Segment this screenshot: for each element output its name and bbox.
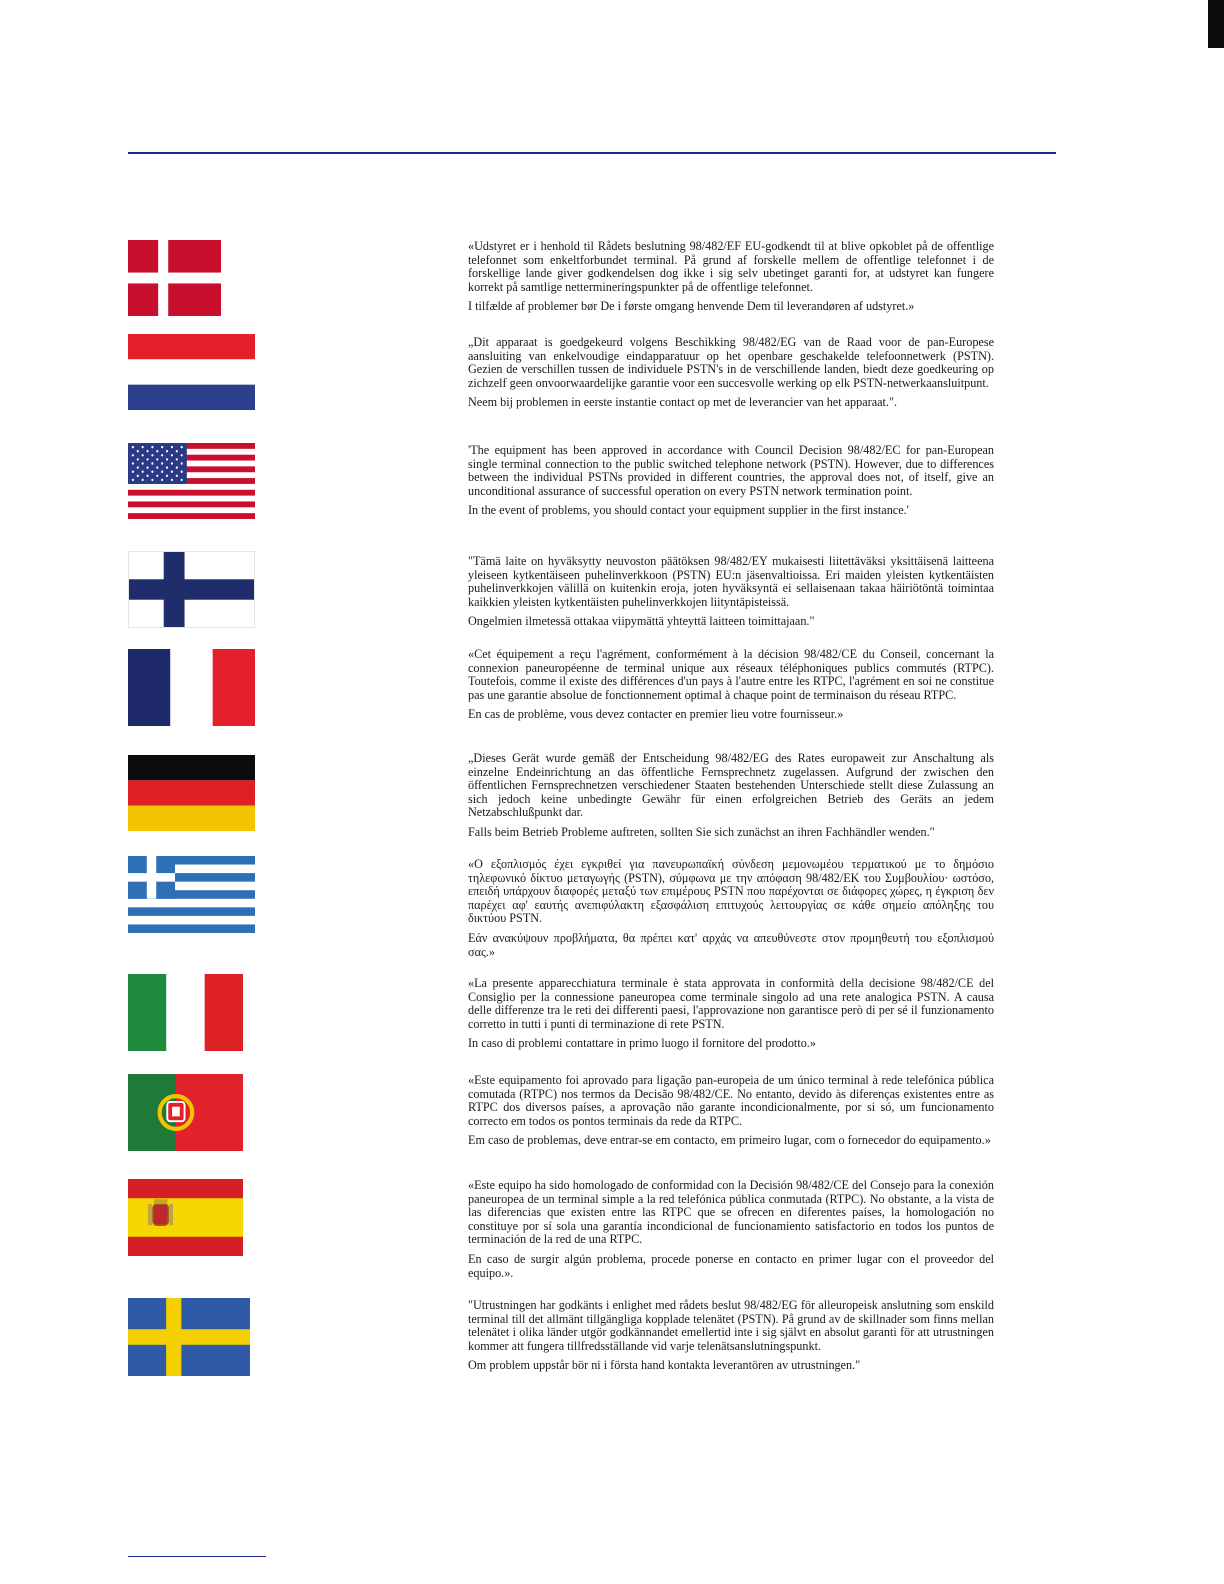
- notice-italian: [468, 977, 994, 1051]
- star-icon: [166, 458, 168, 460]
- page-edge-tab: [1208, 0, 1224, 48]
- star-icon: [137, 466, 139, 468]
- notice-contact-paragraph: In the event of problems, you should contact your equipment supplier in the first instance.': [468, 503, 909, 518]
- star-icon: [166, 475, 168, 477]
- star-icon: [151, 446, 153, 448]
- star-icon: [156, 450, 158, 452]
- star-icon: [161, 446, 163, 448]
- footer-rule: [128, 1556, 266, 1557]
- star-icon: [151, 471, 153, 473]
- germany-flag-icon: [128, 755, 255, 831]
- notice-portuguese: [468, 1074, 994, 1148]
- sweden-flag-icon: [128, 1298, 250, 1376]
- notice-paragraph: „Dieses Gerät wurde gemäß der Entscheidung 98/482/EG des Rates europaweit zur Anschaltung als einzelne Endeinrichtung an das öffentliche Fernsprechnetz zugelassen. Aufgrund der zwischen den öffentlichen Fernsprechnetzen verschiedener Staaten bestehenden Unterschiede stellt diese Zulassung an sich jedoch keine unbedingte Gewähr für einen erfolgreichen Betrieb des Geräts an jedem Netzabschlußpunkt dar.: [468, 751, 994, 820]
- notice-contact-paragraph: In caso di problemi contattare in primo luogo il fornitore del prodotto.»: [468, 1036, 816, 1051]
- france-flag-icon: [128, 649, 255, 726]
- star-icon: [151, 479, 153, 481]
- star-icon: [132, 446, 134, 448]
- star-icon: [156, 466, 158, 468]
- star-icon: [146, 466, 148, 468]
- notice-contact-paragraph: Neem bij problemen in eerste instantie contact op met de leverancier van het apparaat.".: [468, 395, 897, 410]
- star-icon: [176, 475, 178, 477]
- denmark-flag-icon: [128, 240, 221, 316]
- star-icon: [137, 475, 139, 477]
- star-icon: [137, 450, 139, 452]
- finland-flag-icon: [128, 551, 255, 628]
- notice-finnish: [468, 555, 994, 629]
- notice-paragraph: «Este equipo ha sido homologado de conformidad con la Decisión 98/482/CE del Consejo para la conexión paneuropea de un terminal simple a la red telefónica pública conmutada (RTPC). No obstante, a la vista de las diferencias que existen entre las RTPC que se ofrecen en diferentes países, la homologación no constituye por sí sola una garantía incondicional de funcionamiento satisfactorio en todos los puntos de terminación de la red de una RTPC.: [468, 1178, 994, 1247]
- star-icon: [176, 450, 178, 452]
- star-icon: [176, 458, 178, 460]
- star-icon: [151, 462, 153, 464]
- notice-paragraph: 'The equipment has been approved in accordance with Council Decision 98/482/EC for pan-European single terminal connection to the public switched telephone network (PSTN). However, due to differences between the individual PSTNs provided in different countries, the approval does not, of itself, give an unconditional assurance of successful operation on every PSTN network termination point.: [468, 443, 994, 498]
- notice-paragraph: „Dit apparaat is goedgekeurd volgens Beschikking 98/482/EG van de Raad voor de pan-Europese aansluiting van enkelvoudige eindapparatuur op het openbare geschakelde telefoonnetwerk (PSTN). Gezien de verschillen tussen de individuele PSTN's in de verschillende landen, biedt deze goedkeuring op zichzelf geen onvoorwaardelijke garantie voor een succesvolle werking op elk PSTN-netwerkaansluitpunt.: [468, 335, 994, 390]
- notice-contact-paragraph: En caso de surgir algún problema, procede ponerse en contacto en primer lugar con el proveedor del equipo.».: [468, 1251, 994, 1280]
- notice-contact-paragraph: I tilfælde af problemer bør De i første omgang henvende Dem til leverandøren af udstyret.»: [468, 299, 915, 314]
- notice-contact-paragraph: En cas de problème, vous devez contacter en premier lieu votre fournisseur.»: [468, 707, 844, 722]
- star-icon: [161, 479, 163, 481]
- notice-french: [468, 648, 994, 722]
- notice-paragraph: "Utrustningen har godkänts i enlighet med rådets beslut 98/482/EG för alleuropeisk anslutning som enskild terminal till det allmänt tillgängliga kopplade telenätet (PSTN). På grund av de skillnader som finns mellan telenätet i olika länder utgör godkännandet emellertid inte i sig självt en absolut garanti för att utrustningen kommer att fungera tillfredsställande vid varje telenätsanslutningspunkt.: [468, 1298, 994, 1353]
- notice-english: [468, 444, 994, 518]
- star-icon: [161, 462, 163, 464]
- star-icon: [181, 446, 183, 448]
- star-icon: [146, 475, 148, 477]
- star-icon: [156, 475, 158, 477]
- notice-contact-paragraph: Om problem uppstår bör ni i första hand kontakta leverantören av utrustningen.": [468, 1358, 861, 1373]
- star-icon: [171, 462, 173, 464]
- star-icon: [171, 471, 173, 473]
- star-icon: [146, 450, 148, 452]
- notice-contact-paragraph: Falls beim Betrieb Probleme auftreten, sollten Sie sich zunächst an ihren Fachhändler wenden.": [468, 824, 935, 839]
- star-icon: [142, 446, 144, 448]
- star-icon: [156, 458, 158, 460]
- star-icon: [142, 471, 144, 473]
- notice-paragraph: «Ο εξοπλισμός έχει εγκριθεί για πανευρωπαϊκή σύνδεση μεμονωμέου τερματικού με το δημόσιο τηλεφωνικό δίκτυο μεταγωγής (PSTN), σύμφωνα με την απόφαση 98/482/ΕΚ του Συμβουλίου· ωστόσο, επειδή υπάρχουν διαφορές μεταξύ των επιμέρους PSTN που παρέχονται σε διάφορες χώρες, η έγκριση δεν παρέχει αφ' εαυτής ανεπιφύλακτη εξασφάλιση επιτυχούς λειτουργίας σε κάθε σημείο απόληξης του δικτύου PSTN.: [468, 857, 994, 926]
- star-icon: [132, 479, 134, 481]
- star-icon: [181, 471, 183, 473]
- notice-german: [468, 752, 994, 840]
- spain-flag-icon: [128, 1179, 243, 1256]
- star-icon: [166, 466, 168, 468]
- italy-flag-icon: [128, 974, 243, 1051]
- star-icon: [181, 454, 183, 456]
- notice-contact-paragraph: Εάν ανακύψουν προβλήματα, θα πρέπει κατ' αρχάς να απευθύνεστε στον προμηθευτή του εξοπλισμού σας.»: [468, 930, 994, 959]
- notice-paragraph: «La presente apparecchiatura terminale è stata approvata in conformità della decisione 98/482/CE del Consiglio per la connessione paneuropea come terminale singolo ad una rete analogica PSTN. A causa delle differenze tra le reti dei differenti paesi, l'approvazione non garantisce però di per sé il funzionamento corretto in tutti i punti di terminazione di rete PSTN.: [468, 976, 994, 1031]
- notice-swedish: [468, 1299, 994, 1373]
- star-icon: [166, 450, 168, 452]
- star-icon: [171, 479, 173, 481]
- notice-greek: [468, 858, 994, 959]
- notice-paragraph: «Este equipamento foi aprovado para ligação pan-europeia de um único terminal à rede telefónica pública comutada (RTPC) nos termos da Decisão 98/482/CE. No entanto, devido às diferenças existentes entre as RTPC dos diversos países, a aprovação não garante incondicionalmente, por si só, um funcionamento correcto em todos os pontos terminais da rede da RTPC.: [468, 1073, 994, 1128]
- notice-paragraph: «Cet équipement a reçu l'agrément, conformément à la décision 98/482/CE du Conseil, concernant la connexion paneuropéenne de terminal unique aux réseaux téléphoniques publics commutés (RTPC). Toutefois, comme il existe des différences d'un pays à l'autre entre les RTPC, l'agrément en soi ne constitue pas une garantie absolue de fonctionnement optimal à chaque point de terminaison du réseau RTPC.: [468, 647, 994, 702]
- netherlands-flag-icon: [128, 334, 255, 410]
- star-icon: [181, 479, 183, 481]
- star-icon: [171, 454, 173, 456]
- star-icon: [151, 454, 153, 456]
- notice-paragraph: "Tämä laite on hyväksytty neuvoston päätöksen 98/482/EY mukaisesti liitettäväksi yksittäisenä laitteena yleiseen kytkentäiseen puhelinverkkoon (PSTN) EU:n jäsenvaltioissa. Eri maiden yleisten kytkentäisten puhelinverkkojen välillä on kuitenkin eroja, joten hyväksyntä ei sellaisenaan takaa häiriötöntä toimintaa kaikkien yleisten kytkentäisten puhelinverkkojen liityntäpisteissä.: [468, 554, 994, 609]
- star-icon: [142, 454, 144, 456]
- portugal-flag-icon: [128, 1074, 243, 1151]
- star-icon: [132, 471, 134, 473]
- star-icon: [146, 458, 148, 460]
- greece-flag-icon: [128, 856, 255, 933]
- star-icon: [171, 446, 173, 448]
- notice-contact-paragraph: Ongelmien ilmetessä ottakaa viipymättä yhteyttä laitteen toimittajaan.": [468, 614, 815, 629]
- star-icon: [132, 462, 134, 464]
- star-icon: [137, 458, 139, 460]
- notice-spanish: [468, 1179, 994, 1280]
- notice-danish: [468, 240, 994, 314]
- star-icon: [181, 462, 183, 464]
- header-rule: [128, 152, 1056, 154]
- notice-dutch: [468, 336, 994, 410]
- star-icon: [161, 454, 163, 456]
- star-icon: [142, 462, 144, 464]
- star-icon: [132, 454, 134, 456]
- usa-flag-icon: [128, 443, 255, 519]
- notice-contact-paragraph: Em caso de problemas, deve entrar-se em contacto, em primeiro lugar, com o fornecedor do equipamento.»: [468, 1133, 991, 1148]
- notice-paragraph: «Udstyret er i henhold til Rådets beslutning 98/482/EF EU-godkendt til at blive opkoblet på de offentlige telefonnet som enkeltforbundet terminal. På grund af forskelle mellem de offentlige telefonnet i de forskellige lande giver godkendelsen dog ikke i sig selv ubetinget garanti for, at udstyret kan fungere korrekt på samtlige nettermineringspunkter på de offentlige telefonnet.: [468, 239, 994, 294]
- star-icon: [176, 466, 178, 468]
- star-icon: [161, 471, 163, 473]
- star-icon: [142, 479, 144, 481]
